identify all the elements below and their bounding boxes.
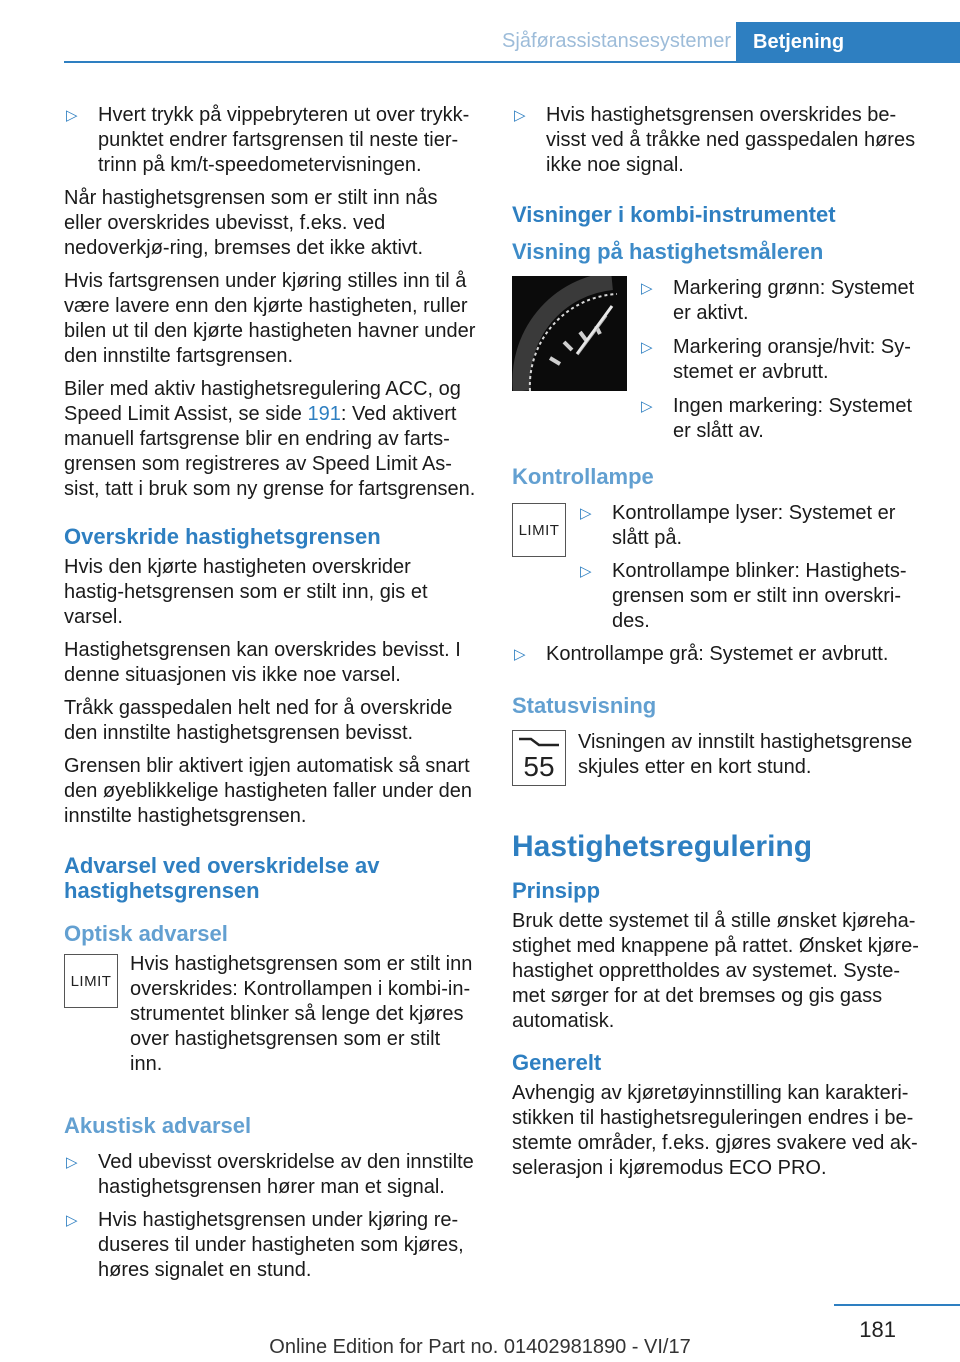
optisk-description: Hvis hastighetsgrensen som er stilt inn overskrides: Kontrollampen i kombi-in-strumentet blinker så lenge det kjøres over hastighetsgrensen som er stilt inn. [130, 953, 473, 1075]
page-number: 181 [859, 1317, 896, 1342]
heading-generelt: Generelt [512, 1050, 602, 1075]
right-column [512, 103, 922, 1189]
edition-footer: Online Edition for Part no. 01402981890 - VI/17 [269, 1336, 691, 1358]
limit-indicator-icon: LIMIT [64, 954, 118, 1008]
list-item [512, 642, 922, 667]
heading-optisk-advarsel: Optisk advarsel [64, 921, 228, 946]
heading-kontrollampe: Kontrollampe [512, 464, 654, 489]
paragraph: Avhengig av kjøretøyinnstilling kan karakteri-stikken til hastighetsreguleringen endres i be-stemte områder, f.eks. gjøres svakere ved ak-selerasjon i kjøremodus ECO PRO. [512, 1082, 918, 1179]
paragraph-with-link [64, 377, 476, 502]
speedometer-marking-image [512, 276, 627, 391]
list-item-text: Hvis hastighetsgrensen under kjøring re-duseres til under hastigheten som kjøres, høres signalet en stund. [98, 1209, 464, 1281]
list-item [639, 276, 922, 326]
triangle-right-icon: ▷ [580, 563, 592, 580]
left-column [64, 103, 476, 1291]
status-text [512, 730, 922, 780]
page-link-191[interactable]: 191 [307, 403, 341, 425]
list-item-text: Kontrollampe grå: Systemet er avbrutt. [546, 643, 889, 665]
heading-statusvisning: Statusvisning [512, 693, 657, 718]
header-tab-betjening: Betjening [736, 22, 960, 63]
status-description: Visningen av innstilt hastighetsgrense skjules etter en kort stund. [578, 731, 913, 778]
triangle-right-icon: ▷ [514, 107, 526, 124]
list-item-text: Markering grønn: Systemet er aktivt. [673, 277, 915, 324]
list-item [64, 103, 476, 178]
limit-marker-icon [513, 733, 565, 753]
speed-limit-55-icon [512, 730, 566, 786]
list-item-text: Hvis hastighetsgrensen overskrides be-visst ved å tråkke ned gasspedalen høres ikke noe signal. [546, 104, 916, 176]
list-item-text: Ingen markering: Systemet er slått av. [673, 395, 912, 442]
list-item [64, 1208, 476, 1283]
list-item-text: Ved ubevisst overskridelse av den innstilte hastighetsgrensen hører man et signal. [98, 1151, 474, 1198]
kontroll-bullets [512, 501, 922, 634]
list-item [578, 501, 922, 551]
list-item-text: Hvert trykk på vippebryteren ut over trykk-punktet endrer fartsgrensen til neste tier-trinn på km/t-speedometervisningen. [98, 104, 470, 176]
triangle-right-icon: ▷ [66, 1212, 78, 1229]
footer-rule [834, 1304, 960, 1306]
triangle-right-icon: ▷ [66, 107, 78, 124]
paragraph: Grensen blir aktivert igjen automatisk så snart den øyeblikkelige hastigheten faller under den innstilte hastighetsgrensen. [64, 755, 473, 827]
speed-value: 55 [523, 751, 555, 782]
heading-akustisk-advarsel: Akustisk advarsel [64, 1113, 252, 1138]
paragraph: Tråkk gasspedalen helt ned for å overskride den innstilte hastighetsgrensen bevisst. [64, 697, 453, 744]
triangle-right-icon: ▷ [66, 1154, 78, 1171]
heading-visning-hastighetsmaaler: Visning på hastighetsmåleren [512, 239, 824, 264]
limit-indicator-icon: LIMIT [512, 503, 566, 557]
heading-advarsel: Advarsel ved overskridelse av hastighetsgrensen [64, 853, 380, 903]
triangle-right-icon: ▷ [641, 398, 653, 415]
list-item [639, 335, 922, 385]
paragraph-text: Biler med aktiv hastighetsregulering ACC, og Speed Limit Assist, se side [64, 378, 461, 425]
paragraph: Hvis den kjørte hastigheten overskrider hastig-hetsgrensen som er stilt inn, gis et varsel. [64, 556, 428, 628]
triangle-right-icon: ▷ [514, 646, 526, 663]
heading-overskride: Overskride hastighetsgrensen [64, 524, 381, 549]
paragraph: Når hastighetsgrensen som er stilt inn nås eller overskrides ubevisst, f.eks. ved nedoverkjø-ring, bremses det ikke aktivt. [64, 187, 438, 259]
kontrollampe-block [512, 501, 922, 634]
list-item [639, 394, 922, 444]
heading-hastighetsregulering: Hastighetsregulering [512, 830, 813, 863]
list-item-text: Kontrollampe lyser: Systemet er slått på. [612, 502, 896, 549]
list-item [578, 559, 922, 634]
paragraph-text: : Ved aktivert manuell fartsgrense blir en endring av farts-grensen som registreres av Speed Limit As-sist, tatt i bruk som ny grense for fartsgrensen. [64, 403, 476, 500]
optisk-block [64, 952, 476, 1077]
triangle-right-icon: ▷ [580, 505, 592, 522]
status-block [512, 730, 922, 790]
list-item-text: Markering oransje/hvit: Sy-stemet er avbrutt. [673, 336, 911, 383]
list-item-text: Kontrollampe blinker: Hastighets-grensen som er stilt inn overskri-des. [612, 560, 907, 632]
paragraph: Hastighetsgrensen kan overskrides bevisst. I denne situasjonen vis ikke noe varsel. [64, 639, 461, 686]
header-section-title: Sjåførassistansesystemer [502, 30, 731, 52]
header-rule [64, 61, 960, 63]
triangle-right-icon: ▷ [641, 280, 653, 297]
triangle-right-icon: ▷ [641, 339, 653, 356]
list-item [64, 1150, 476, 1200]
paragraph: Hvis fartsgrensen under kjøring stilles inn til å være lavere enn den kjørte hastigheten, ruller bilen ut til den kjørte hastigheten havner under den innstilte fartsgrensen. [64, 270, 476, 367]
speedometer-block [512, 276, 922, 446]
paragraph: Bruk dette systemet til å stille ønsket kjøreha-stighet med knappene på rattet. Ønsket kjøre-hastighet opprettholdes av systemet. Syste-met sørger for at det bremses og gis gass automatisk. [512, 910, 919, 1032]
heading-prinsipp: Prinsipp [512, 878, 601, 903]
optisk-text [64, 952, 476, 1077]
heading-visninger: Visninger i kombi-instrumentet [512, 202, 836, 227]
list-item [512, 103, 922, 178]
